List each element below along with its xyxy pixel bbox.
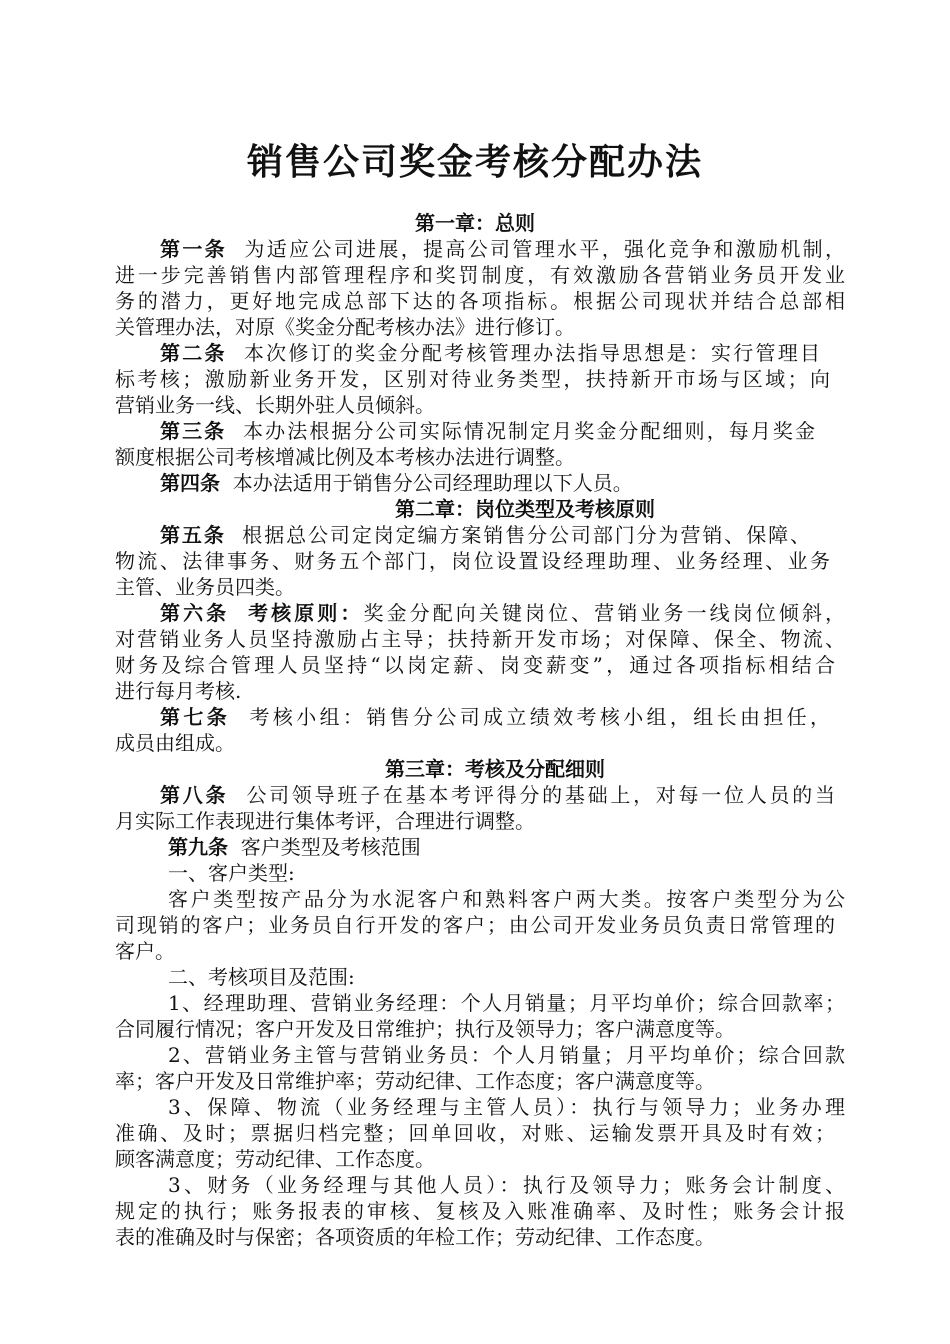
article-7-line-1: 第七条 考核小组：销售分公司成立绩效考核小组，组长由担任， <box>160 705 831 729</box>
article-9-line-1: 第九条 客户类型及考核范围 <box>168 835 421 859</box>
chapter-heading-1: 第一章：总则 <box>415 211 535 235</box>
article-8-line-2: 月实际工作表现进行集体考评，合理进行调整。 <box>115 809 535 833</box>
article-2-label: 第二条 <box>160 341 227 365</box>
section-1-body-line-2: 司现销的客户；业务员自行开发的客户；由公司开发业务员负责日常管理的 <box>115 913 835 937</box>
article-1-line-1: 第一条 为适应公司进展，提高公司管理水平，强化竞争和激励机制， <box>160 237 846 261</box>
document-title: 销售公司奖金考核分配办法 <box>246 141 703 183</box>
item-4-line-2: 规定的执行；账务报表的审核、复核及入账准确率、及时性；账务会计报 <box>115 1199 845 1223</box>
section-1-body-line-3: 客户。 <box>115 939 175 963</box>
article-8-label: 第八条 <box>160 783 229 807</box>
item-1-line-2: 合同履行情况；客户开发及日常维护；执行及领导力；客户满意度等。 <box>115 1017 735 1041</box>
section-1-body-line-1: 客户类型按产品分为水泥客户和熟料客户两大类。按客户类型分为公 <box>168 887 845 911</box>
article-7-line-2: 成员由组成。 <box>115 731 235 755</box>
chapter-heading-3: 第三章：考核及分配细则 <box>385 757 605 781</box>
item-2-line-2: 率；客户开发及日常维护率；劳动纪律、工作态度；客户满意度等。 <box>115 1069 715 1093</box>
section-2-heading: 二、考核项目及范围: <box>168 965 355 989</box>
item-4-line-3: 表的准确及时与保密；各项资质的年检工作；劳动纪律、工作态度。 <box>115 1225 715 1249</box>
article-5-label: 第五条 <box>160 523 226 547</box>
article-1-line-3: 务的潜力，更好地完成总部下达的各项指标。根据公司现状并结合总部相 <box>115 289 845 313</box>
item-3-line-3: 顾客满意度；劳动纪律、工作态度。 <box>115 1147 435 1171</box>
article-5-line-1: 第五条 根据总公司定岗定编方案销售分公司部门分为营销、保障、 <box>160 523 811 547</box>
article-6-sub-label: 考核原则： <box>248 601 364 625</box>
item-2-line-1: 2、营销业务主管与营销业务员：个人月销量；月平均单价；综合回款 <box>168 1043 845 1067</box>
section-1-heading: 一、客户类型: <box>168 861 295 885</box>
article-4-line-1: 第四条 本办法适用于销售分公司经理助理以下人员。 <box>160 471 633 495</box>
article-3-label: 第三条 <box>160 419 227 443</box>
item-4-line-1: 3、财务（业务经理与其他人员）：执行及领导力；账务会计制度、 <box>168 1173 845 1197</box>
article-6-line-1: 第六条 考核原则：奖金分配向关键岗位、营销业务一线岗位倾斜， <box>160 601 846 625</box>
article-8-line-1: 第八条 公司领导班子在基本考评得分的基础上，对每一位人员的当 <box>160 783 836 807</box>
article-1-label: 第一条 <box>160 237 227 261</box>
article-2-line-2: 标考核；激励新业务开发，区别对待业务类型，扶持新开市场与区域；向 <box>115 367 830 391</box>
article-7-label: 第七条 <box>160 705 231 729</box>
article-5-line-3: 主管、业务员四类。 <box>115 575 295 599</box>
article-3-line-2: 额度根据公司考核增减比例及本考核办法进行调整。 <box>115 445 575 469</box>
article-2-line-1: 第二条 本次修订的奖金分配考核管理办法指导思想是：实行管理目 <box>160 341 821 365</box>
article-6-line-2: 对营销业务人员坚持激励占主导；扶持新开发市场；对保障、保全、物流、 <box>115 627 845 651</box>
item-3-line-2: 准确、及时；票据归档完整；回单回收，对账、运输发票开具及时有效； <box>115 1121 835 1145</box>
article-6-label: 第六条 <box>160 601 230 625</box>
article-9-label: 第九条 <box>168 835 228 859</box>
article-6-line-4: 进行每月考核. <box>115 679 242 703</box>
article-1-line-4: 关管理办法，对原《奖金分配考核办法》进行修订。 <box>115 315 575 339</box>
article-4-label: 第四条 <box>160 471 220 495</box>
article-3-line-1: 第三条 本办法根据分公司实际情况制定月奖金分配细则，每月奖金 <box>160 419 816 443</box>
article-2-line-3: 营销业务一线、长期外驻人员倾斜。 <box>115 393 435 417</box>
article-5-line-2: 物流、法律事务、财务五个部门，岗位设置设经理助理、业务经理、业务 <box>115 549 830 573</box>
article-6-line-3: 财务及综合管理人员坚持“以岗定薪、岗变薪变”，通过各项指标相结合 <box>115 653 835 677</box>
article-1-line-2: 进一步完善销售内部管理程序和奖罚制度，有效激励各营销业务员开发业 <box>115 263 845 287</box>
chapter-heading-2: 第二章：岗位类型及考核原则 <box>395 497 655 521</box>
item-1-line-1: 1、经理助理、营销业务经理：个人月销量；月平均单价；综合回款率； <box>168 991 845 1015</box>
item-3-line-1: 3、保障、物流（业务经理与主管人员）：执行与领导力；业务办理 <box>168 1095 845 1119</box>
